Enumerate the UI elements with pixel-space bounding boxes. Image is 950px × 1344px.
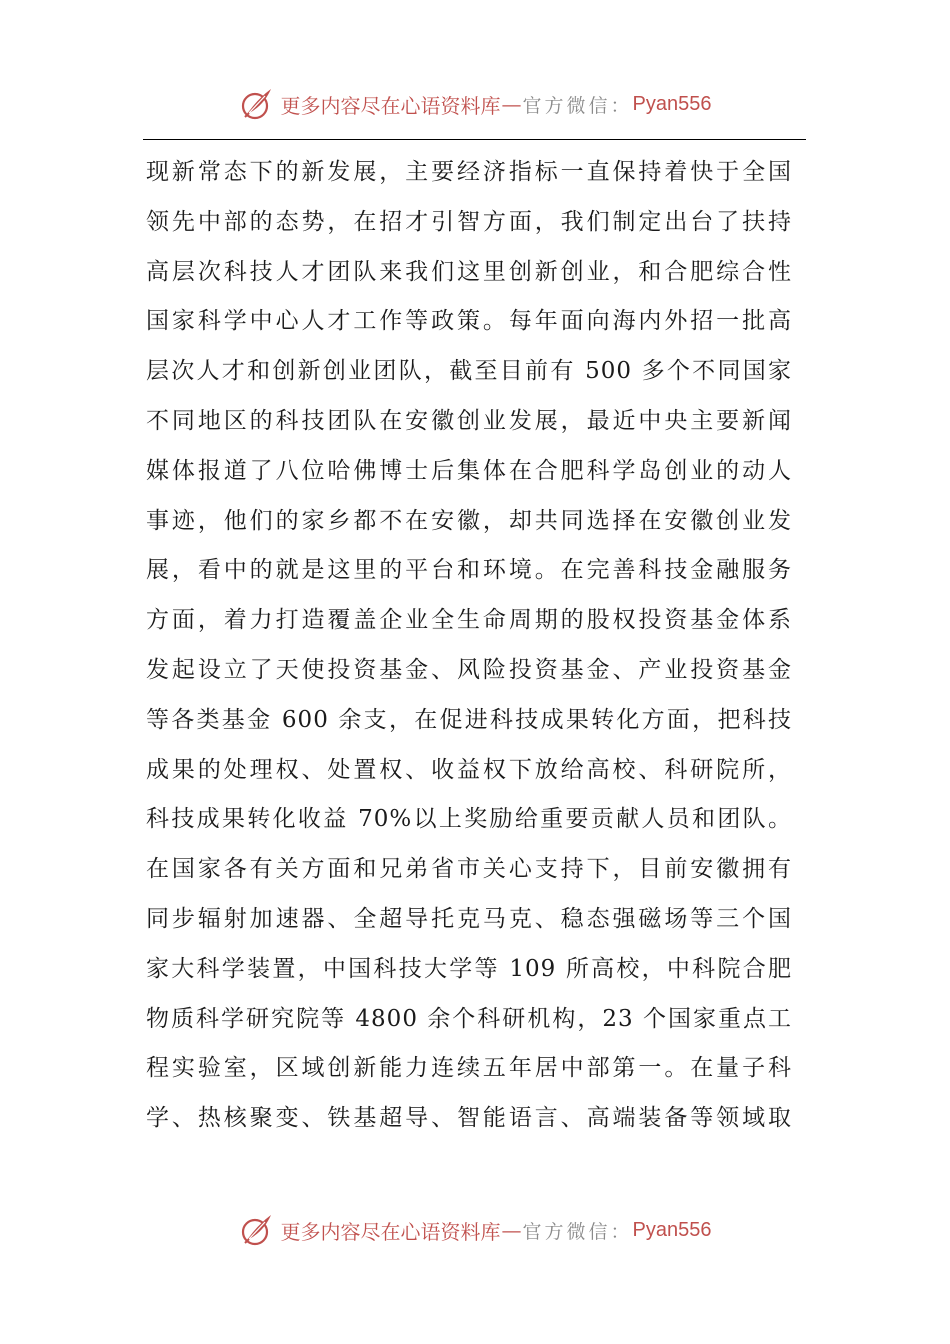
text-line: 成果的处理权、处置权、收益权下放给高校、科研院所， (146, 756, 792, 783)
banner-contact-id: Pyan556 (632, 1218, 712, 1241)
text-line: 家大科学装置，中国科技大学等 109 所高校，中科院合肥 (146, 955, 792, 982)
text-line: 展，看中的就是这里的平台和环境。在完善科技金融服务 (146, 557, 792, 584)
text-line: 在国家各有关方面和兄弟省市关心支持下，目前安徽拥有 (146, 856, 792, 883)
text-line: 程实验室，区域创新能力连续五年居中部第一。在量子科 (146, 1055, 792, 1082)
text-line: 发起设立了天使投资基金、风险投资基金、产业投资基金 (146, 656, 792, 683)
text-line: 物质科学研究院等 4800 余个科研机构，23 个国家重点工 (146, 1005, 792, 1032)
text-line: 科技成果转化收益 70%以上奖励给重要贡献人员和团队。 (146, 806, 792, 833)
banner-slogan: 更多内容尽在心语资料库 (280, 93, 501, 118)
text-line: 层次人才和创新创业团队，截至目前有 500 多个不同国家 (146, 358, 792, 385)
quill-pen-logo-icon (239, 1212, 275, 1248)
text-line: 媒体报道了八位哈佛博士后集体在合肥科学岛创业的动人 (146, 457, 792, 484)
text-line: 现新常态下的新发展，主要经济指标一直保持着快于全国 (146, 159, 792, 185)
text-line: 事迹，他们的家乡都不在安徽，却共同选择在安徽创业发 (146, 507, 792, 534)
banner-contact-label: 官方微信： (522, 94, 633, 117)
quill-pen-logo-icon (239, 86, 275, 122)
banner-contact-id: Pyan556 (632, 92, 712, 115)
footer-banner (0, 1208, 950, 1252)
text-line: 等各类基金 600 余支，在促进科技成果转化方面，把科技 (146, 706, 792, 733)
text-line: 国家科学中心人才工作等政策。每年面向海内外招一批高 (146, 308, 792, 335)
header-banner (0, 82, 950, 126)
text-line: 不同地区的科技团队在安徽创业发展，最近中央主要新闻 (146, 407, 792, 434)
banner-separator: — (501, 92, 522, 116)
text-line: 学、热核聚变、铁基超导、智能语言、高端装备等领域取 (146, 1105, 792, 1132)
text-line: 领先中部的态势，在招才引智方面，我们制定出台了扶持 (146, 208, 792, 235)
text-line: 同步辐射加速器、全超导托克马克、稳态强磁场等三个国 (146, 905, 792, 932)
document-body (146, 148, 792, 1144)
header-rule (143, 139, 806, 140)
text-line: 高层次科技人才团队来我们这里创新创业，和合肥综合性 (146, 258, 792, 285)
banner-contact-label: 官方微信： (522, 1220, 633, 1243)
text-line: 方面，着力打造覆盖企业全生命周期的股权投资基金体系 (146, 607, 792, 634)
banner-slogan: 更多内容尽在心语资料库 (280, 1219, 501, 1244)
banner-separator: — (501, 1218, 522, 1242)
